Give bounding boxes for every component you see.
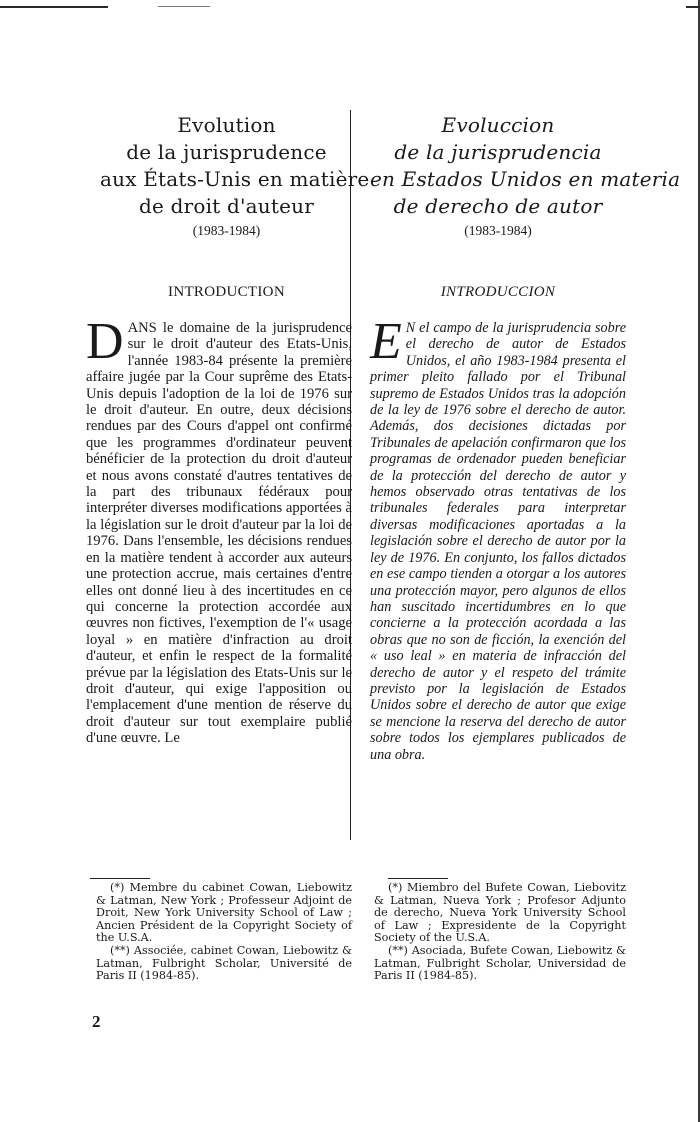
spanish-title-line: de derecho de autor: [393, 194, 603, 218]
spanish-body-text: [370, 313, 626, 763]
french-title-line: Evolution: [177, 113, 276, 137]
top-rule-right: [686, 6, 700, 8]
french-footnote-rule: [90, 878, 150, 879]
french-title-line: de droit d'auteur: [138, 194, 314, 218]
footnote: (**) Associée, cabinet Cowan, Liebowitz & Latman, Fulbright Scholar, Université de Paris II (1984-85).: [96, 943, 352, 983]
footnote: (*) Membre du cabinet Cowan, Liebowitz & Latman, New York ; Professeur Adjoint de Droit, New York University School of Law ; Ancien Président de la Copyright Society of the U.S.A.: [96, 881, 352, 945]
top-rule-short: [158, 6, 210, 7]
spanish-title: [370, 112, 681, 220]
spanish-section-heading: INTRODUCCION: [440, 284, 556, 300]
french-title-line: aux États-Unis en matière: [100, 167, 370, 191]
spanish-footnote-rule: [388, 878, 448, 879]
french-title-line: de la jurisprudence: [126, 140, 327, 164]
top-rule: [0, 6, 108, 8]
spanish-title-line: en Estados Unidos en materia: [370, 167, 681, 191]
spanish-paragraph: N el campo de la jurisprudencia sobre el derecho de autor de Estados Unidos, el año 1983-1984 presenta el primer pleito fallado por el Tribunal supremo de Estados Unidos tras la adopción de la ley de 1976 sobre el derecho de autor. Además, dos decisiones dictadas por Tribunales de apelación confirmaron que los programas de ordenador pueden beneficiar de la protección del derecho de autor y hemos observado otras tentativas de los tribunales federales para interpretar diversas modificaciones aportadas a la legislación sobre el derecho de autor por la ley de 1976. En conjunto, los fallos dictados en ese campo tienden a otorgar a los autores una protección mayor, pero algunos de ellos han suscitado incertidumbres en lo que concierne a la protección acordada a las obras que no son de ficción, la exención del « uso leal » en materia de infracción del derecho de autor y el respeto del trámite previsto por la legislación de Estados Unidos sobre el derecho de autor que exige se mencione la reserva del derecho de autor sobre todos los ejemplares publicados de una obra.: [370, 320, 626, 763]
spanish-years: (1983-1984): [464, 223, 532, 238]
french-title-block: [100, 112, 370, 239]
footnote: (*) Miembro del Bufete Cowan, Liebovitz & Latman, Nueva York ; Profesor Adjunto de derecho, Nueva York University School of Law ; Expresidente de la Copyright Society of the U.S.A.: [374, 881, 626, 945]
spanish-title-line: Evoluccion: [441, 113, 555, 137]
page-number: 2: [92, 1012, 101, 1031]
french-years: (1983-1984): [192, 223, 261, 238]
french-footnotes: [96, 882, 352, 983]
french-drop-cap: D: [86, 313, 124, 370]
footnote: (**) Asociada, Bufete Cowan, Liebowitz & Latman, Fulbright Scholar, Universidad de Paris II (1984-85).: [374, 943, 626, 983]
french-paragraph: ANS le domaine de la jurisprudence sur le droit d'auteur des Etats-Unis, l'année 1983-84 présente la première affaire jugée par la Cour suprême des Etats-Unis depuis l'adoption de la loi de 1976 sur le droit d'auteur. En outre, deux décisions rendues par des Cours d'appel ont confirmé que les programmes d'ordinateur peuvent bénéficier de la protection du droit d'auteur et nous avons constaté d'autres tentatives de la part des tribunaux fédéraux pour interpréter diverses modifications apportées à la législation sur le droit d'auteur par la loi de 1976. Dans l'ensemble, les décisions rendues en la matière tendent à accorder aux auteurs une protection accrue, mais certaines d'entre elles ont donné lieu à des incertitudes en ce qui concerne la protection accordée aux œuvres non fictives, l'exemption de l'« usage loyal » en matière d'infraction au droit d'auteur, et enfin le respect de la formalité prévue par la législation des Etats-Unis sur le droit d'auteur, qui exige l'apposition ou l'emplacement d'une mention de réserve du droit d'auteur sur tout exemplaire publié d'une œuvre. Le: [86, 320, 352, 747]
french-section-heading: INTRODUCTION: [168, 284, 285, 300]
spanish-footnotes: [374, 882, 626, 983]
french-title: [100, 112, 370, 220]
french-body-text: [86, 313, 352, 747]
spanish-title-block: [370, 112, 681, 239]
spanish-title-line: de la jurisprudencia: [394, 140, 602, 164]
spanish-drop-cap: E: [370, 313, 402, 370]
